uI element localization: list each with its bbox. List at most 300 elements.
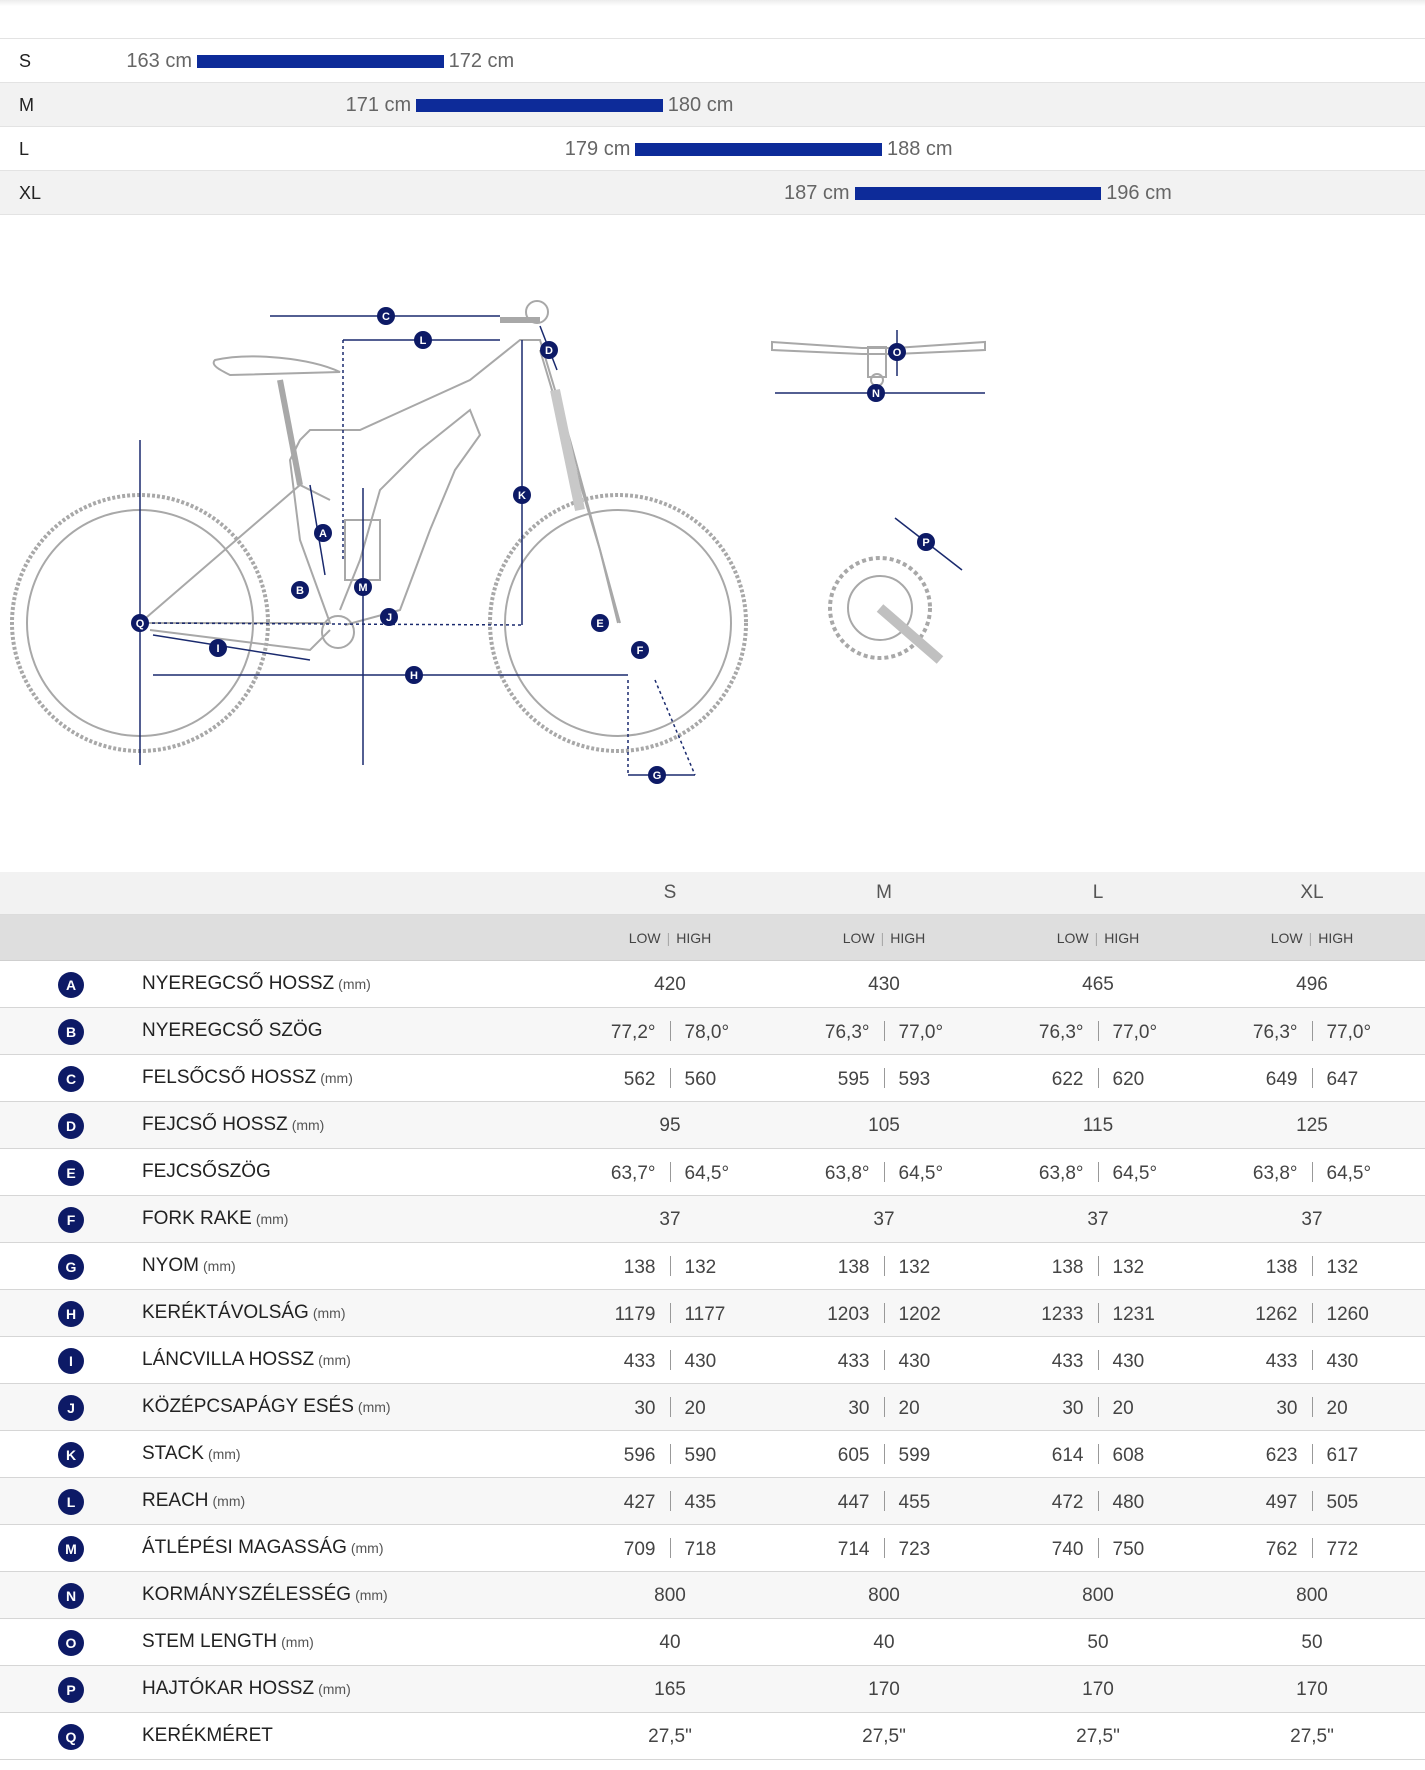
value-low: 125 xyxy=(1296,1115,1328,1136)
value-high: 20 xyxy=(1112,1398,1134,1419)
svg-text:P: P xyxy=(922,537,930,549)
value-divider xyxy=(1098,1021,1099,1041)
marker-m xyxy=(354,578,372,596)
measurement-unit: (mm) xyxy=(291,1117,325,1133)
separator: | xyxy=(1094,930,1099,946)
measurement-label: STEM LENGTH xyxy=(142,1631,278,1652)
measurement-label: KERÉKMÉRET xyxy=(142,1725,273,1746)
measurement-name xyxy=(142,1255,236,1277)
value-low: 63,7° xyxy=(610,1163,656,1184)
measurement-letter-badge: N xyxy=(58,1583,84,1609)
value-high: 617 xyxy=(1326,1445,1359,1466)
low-high-label-xl xyxy=(1205,930,1419,946)
value-low: 447 xyxy=(837,1492,870,1513)
measurement-label: FEJCSŐ HOSSZ xyxy=(142,1114,288,1135)
value-l xyxy=(991,1068,1205,1091)
value-xl xyxy=(1205,1256,1419,1279)
value-high: 64,5° xyxy=(1326,1163,1372,1184)
value-s xyxy=(563,1444,777,1467)
value-low: 595 xyxy=(837,1069,870,1090)
value-low: 170 xyxy=(1296,1679,1328,1700)
value-m xyxy=(777,1679,991,1701)
height-min: 171 cm xyxy=(345,94,412,116)
value-divider xyxy=(670,1303,671,1323)
size-header-xl: XL xyxy=(1300,882,1324,903)
value-s xyxy=(563,1256,777,1279)
value-m xyxy=(777,1209,991,1231)
value-low: 714 xyxy=(837,1539,870,1560)
value-high: 64,5° xyxy=(684,1163,730,1184)
geometry-row-g xyxy=(0,1243,1425,1290)
value-low: 800 xyxy=(1296,1585,1328,1606)
separator: | xyxy=(880,930,885,946)
svg-text:B: B xyxy=(296,585,304,597)
height-max: 172 cm xyxy=(448,50,515,72)
measurement-label: FEJCSŐSZÖG xyxy=(142,1161,271,1182)
measurement-unit: (mm) xyxy=(255,1211,289,1227)
measurement-name xyxy=(142,1678,351,1700)
value-low: 95 xyxy=(659,1115,681,1136)
measurement-letter-badge: L xyxy=(58,1489,84,1515)
measurement-label: HAJTÓKAR HOSSZ xyxy=(142,1678,315,1699)
geometry-table xyxy=(0,872,1425,1760)
value-low: 50 xyxy=(1087,1632,1109,1653)
measurement-letter-badge: F xyxy=(58,1207,84,1233)
high-label: HIGH xyxy=(890,930,926,946)
measurement-letter-badge: D xyxy=(58,1113,84,1139)
value-low: 30 xyxy=(634,1398,656,1419)
measurement-name xyxy=(142,1020,323,1042)
value-divider xyxy=(884,1068,885,1088)
chain-stay xyxy=(150,630,330,650)
measurement-unit: (mm) xyxy=(281,1634,314,1650)
value-high: 480 xyxy=(1112,1492,1145,1513)
value-l xyxy=(991,1256,1205,1279)
value-low: 800 xyxy=(1082,1585,1114,1606)
value-high: 1177 xyxy=(684,1304,726,1325)
value-low: 37 xyxy=(1087,1209,1109,1230)
measurement-letter-badge: J xyxy=(58,1395,84,1421)
value-low: 433 xyxy=(1051,1351,1084,1372)
value-low: 27,5" xyxy=(648,1726,692,1747)
low-high-label-l xyxy=(991,930,1205,946)
value-xl xyxy=(1205,1538,1419,1561)
value-low: 170 xyxy=(1082,1679,1114,1700)
value-low: 1179 xyxy=(614,1304,656,1325)
seat-stay xyxy=(140,485,330,623)
value-low: 165 xyxy=(654,1679,686,1700)
value-high: 430 xyxy=(1112,1351,1145,1372)
value-low: 77,2° xyxy=(610,1022,656,1043)
value-l xyxy=(991,1162,1205,1185)
geometry-row-b xyxy=(0,1008,1425,1055)
height-max: 188 cm xyxy=(887,138,953,160)
value-s xyxy=(563,1021,777,1044)
value-xl xyxy=(1205,1726,1419,1748)
geometry-row-k xyxy=(0,1431,1425,1478)
value-high: 64,5° xyxy=(898,1163,944,1184)
value-high: 647 xyxy=(1326,1069,1359,1090)
svg-text:F: F xyxy=(636,645,644,657)
value-m xyxy=(777,1585,991,1607)
value-s xyxy=(563,1350,777,1373)
value-divider xyxy=(1098,1538,1099,1558)
low-high-label-m xyxy=(777,930,991,946)
value-divider xyxy=(884,1256,885,1276)
value-low: 40 xyxy=(659,1632,681,1653)
value-low: 614 xyxy=(1051,1445,1084,1466)
value-l xyxy=(991,1726,1205,1748)
value-high: 77,0° xyxy=(1112,1022,1158,1043)
value-high: 772 xyxy=(1326,1539,1359,1560)
value-s xyxy=(563,1538,777,1561)
size-label: M xyxy=(19,95,34,115)
value-low: 138 xyxy=(1265,1257,1298,1278)
value-low: 433 xyxy=(623,1351,656,1372)
value-s xyxy=(563,1209,777,1231)
geometry-row-c xyxy=(0,1055,1425,1102)
bike-geometry-diagram xyxy=(0,240,1425,800)
measurement-unit: (mm) xyxy=(350,1540,384,1556)
value-m xyxy=(777,1726,991,1748)
value-high: 723 xyxy=(898,1539,931,1560)
value-m xyxy=(777,1303,991,1326)
value-divider xyxy=(1312,1444,1313,1464)
marker-j xyxy=(380,608,398,626)
value-m xyxy=(777,1538,991,1561)
measurement-name xyxy=(142,1302,346,1324)
value-low: 50 xyxy=(1301,1632,1323,1653)
geometry-row-p xyxy=(0,1666,1425,1713)
value-l xyxy=(991,1444,1205,1467)
measurement-label: NYOM xyxy=(142,1255,199,1276)
value-divider xyxy=(1312,1397,1313,1417)
value-high: 77,0° xyxy=(898,1022,944,1043)
value-xl xyxy=(1205,1444,1419,1467)
value-s xyxy=(563,1303,777,1326)
value-low: 649 xyxy=(1265,1069,1298,1090)
value-divider xyxy=(884,1538,885,1558)
value-high: 1260 xyxy=(1326,1304,1369,1325)
value-divider xyxy=(670,1068,671,1088)
measurement-letter-badge: O xyxy=(58,1630,84,1656)
measurement-unit: (mm) xyxy=(212,1493,246,1509)
measurement-label: FELSŐCSŐ HOSSZ xyxy=(142,1067,317,1088)
measurement-label: REACH xyxy=(142,1490,209,1511)
value-low: 605 xyxy=(837,1445,870,1466)
value-high: 560 xyxy=(684,1069,717,1090)
measurement-letter-badge: A xyxy=(58,972,84,998)
value-high: 20 xyxy=(1326,1398,1348,1419)
value-low: 430 xyxy=(868,974,900,995)
marker-e xyxy=(591,614,609,632)
value-xl xyxy=(1205,1209,1419,1231)
value-high: 64,5° xyxy=(1112,1163,1158,1184)
value-xl xyxy=(1205,974,1419,996)
value-low: 800 xyxy=(868,1585,900,1606)
value-low: 138 xyxy=(1051,1257,1084,1278)
value-high: 750 xyxy=(1112,1539,1145,1560)
value-high: 430 xyxy=(898,1351,931,1372)
value-low: 740 xyxy=(1051,1539,1084,1560)
size-label: S xyxy=(19,51,32,71)
value-xl xyxy=(1205,1585,1419,1607)
svg-text:J: J xyxy=(385,612,393,624)
value-divider xyxy=(1098,1162,1099,1182)
geometry-row-m xyxy=(0,1525,1425,1572)
geometry-row-a xyxy=(0,961,1425,1008)
value-divider xyxy=(1098,1256,1099,1276)
measurement-name xyxy=(142,973,371,995)
value-low: 76,3° xyxy=(824,1022,870,1043)
value-divider xyxy=(1098,1444,1099,1464)
high-label: HIGH xyxy=(1104,930,1140,946)
value-xl xyxy=(1205,1350,1419,1373)
seatpost xyxy=(280,380,300,485)
value-m xyxy=(777,1068,991,1091)
value-low: 800 xyxy=(654,1585,686,1606)
separator: | xyxy=(1308,930,1313,946)
value-s xyxy=(563,1115,777,1137)
measurement-unit: (mm) xyxy=(355,1587,388,1603)
measurement-label: LÁNCVILLA HOSSZ xyxy=(142,1349,315,1370)
value-low: 30 xyxy=(1276,1398,1298,1419)
value-m xyxy=(777,1115,991,1137)
measurement-label: KERÉKTÁVOLSÁG xyxy=(142,1302,309,1323)
svg-text:H: H xyxy=(410,670,418,682)
value-low: 1203 xyxy=(827,1304,870,1325)
value-xl xyxy=(1205,1162,1419,1185)
size-row-s xyxy=(0,38,1425,82)
measurement-letter-badge: M xyxy=(58,1536,84,1562)
value-divider xyxy=(670,1162,671,1182)
value-high: 20 xyxy=(684,1398,706,1419)
value-high: 599 xyxy=(898,1445,931,1466)
height-min: 187 cm xyxy=(784,182,850,204)
value-high: 718 xyxy=(684,1539,717,1560)
measurement-letter-badge: Q xyxy=(58,1724,84,1750)
svg-text:L: L xyxy=(419,335,427,347)
value-divider xyxy=(884,1350,885,1370)
value-low: 170 xyxy=(868,1679,900,1700)
height-range-bar xyxy=(635,143,882,156)
value-s xyxy=(563,1585,777,1607)
value-s xyxy=(563,1726,777,1748)
svg-text:C: C xyxy=(382,311,390,323)
svg-text:A: A xyxy=(319,528,327,540)
value-low: 27,5" xyxy=(1076,1726,1120,1747)
value-low: 623 xyxy=(1265,1445,1298,1466)
measurement-label: NYEREGCSŐ HOSSZ xyxy=(142,973,335,994)
value-m xyxy=(777,1350,991,1373)
value-high: 132 xyxy=(898,1257,931,1278)
value-high: 132 xyxy=(1326,1257,1359,1278)
geometry-row-l xyxy=(0,1478,1425,1525)
value-high: 1231 xyxy=(1112,1304,1155,1325)
value-divider xyxy=(1312,1491,1313,1511)
marker-d xyxy=(540,341,558,359)
marker-c xyxy=(377,307,395,325)
value-l xyxy=(991,1397,1205,1420)
geometry-row-h xyxy=(0,1290,1425,1337)
value-divider xyxy=(1098,1491,1099,1511)
measurement-letter-badge: G xyxy=(58,1254,84,1280)
measurement-unit: (mm) xyxy=(357,1399,391,1415)
geometry-row-f xyxy=(0,1196,1425,1243)
value-high: 132 xyxy=(684,1257,717,1278)
height-range-bar xyxy=(197,55,444,68)
low-label: LOW xyxy=(1270,930,1303,946)
value-divider xyxy=(670,1397,671,1417)
value-divider xyxy=(670,1021,671,1041)
value-high: 20 xyxy=(898,1398,920,1419)
value-l xyxy=(991,1209,1205,1231)
separator: | xyxy=(666,930,671,946)
measurement-label: NYEREGCSŐ SZÖG xyxy=(142,1020,323,1041)
measurement-letter-badge: H xyxy=(58,1301,84,1327)
value-low: 433 xyxy=(1265,1351,1298,1372)
value-divider xyxy=(670,1350,671,1370)
svg-text:G: G xyxy=(652,770,662,782)
geometry-row-o xyxy=(0,1619,1425,1666)
svg-text:E: E xyxy=(596,618,604,630)
saddle xyxy=(214,356,340,375)
svg-text:N: N xyxy=(872,388,880,400)
value-divider xyxy=(884,1162,885,1182)
value-divider xyxy=(1312,1162,1313,1182)
measurement-name xyxy=(142,1631,314,1653)
value-xl xyxy=(1205,1021,1419,1044)
value-divider xyxy=(1312,1021,1313,1041)
value-s xyxy=(563,974,777,996)
stem-detail xyxy=(868,347,886,377)
value-xl xyxy=(1205,1397,1419,1420)
value-divider xyxy=(884,1303,885,1323)
value-l xyxy=(991,1491,1205,1514)
value-divider xyxy=(884,1444,885,1464)
value-m xyxy=(777,1256,991,1279)
measurement-name xyxy=(142,1396,391,1418)
value-divider xyxy=(1312,1350,1313,1370)
height-min: 179 cm xyxy=(564,138,631,160)
value-high: 430 xyxy=(1326,1351,1359,1372)
size-header-s: S xyxy=(663,882,677,903)
value-low: 63,8° xyxy=(1038,1163,1084,1184)
value-low: 115 xyxy=(1082,1115,1114,1136)
svg-text:M: M xyxy=(358,582,368,594)
value-s xyxy=(563,1162,777,1185)
value-divider xyxy=(1098,1397,1099,1417)
low-high-header-row xyxy=(0,915,1425,961)
measurement-name xyxy=(142,1349,351,1371)
measurement-letter-badge: P xyxy=(58,1677,84,1703)
size-row-xl xyxy=(0,170,1425,215)
value-l xyxy=(991,1303,1205,1326)
value-divider xyxy=(1098,1068,1099,1088)
value-low: 1262 xyxy=(1255,1304,1298,1325)
value-low: 465 xyxy=(1082,974,1114,995)
high-label: HIGH xyxy=(676,930,712,946)
svg-text:K: K xyxy=(518,490,526,502)
measurement-unit: (mm) xyxy=(203,1258,236,1274)
value-m xyxy=(777,974,991,996)
value-low: 622 xyxy=(1051,1069,1084,1090)
value-low: 76,3° xyxy=(1038,1022,1084,1043)
measurement-unit: (mm) xyxy=(312,1305,346,1321)
value-high: 593 xyxy=(898,1069,931,1090)
measurement-label: FORK RAKE xyxy=(142,1208,252,1229)
geometry-row-d xyxy=(0,1102,1425,1149)
value-low: 63,8° xyxy=(1252,1163,1298,1184)
measurement-label: ÁTLÉPÉSI MAGASSÁG xyxy=(142,1537,347,1558)
measurement-label: STACK xyxy=(142,1443,204,1464)
height-max: 180 cm xyxy=(667,94,734,116)
measurement-name xyxy=(142,1584,388,1606)
value-low: 709 xyxy=(623,1539,656,1560)
fork-stanchion xyxy=(555,390,580,510)
measurement-unit: (mm) xyxy=(207,1446,241,1462)
value-low: 562 xyxy=(623,1069,656,1090)
value-low: 76,3° xyxy=(1252,1022,1298,1043)
value-divider xyxy=(884,1021,885,1041)
top-divider xyxy=(0,0,1425,6)
value-l xyxy=(991,1350,1205,1373)
value-divider xyxy=(884,1491,885,1511)
marker-q xyxy=(131,614,149,632)
value-divider xyxy=(1312,1256,1313,1276)
value-low: 27,5" xyxy=(862,1726,906,1747)
marker-k xyxy=(513,486,531,504)
value-xl xyxy=(1205,1679,1419,1701)
low-label: LOW xyxy=(842,930,875,946)
value-divider xyxy=(670,1444,671,1464)
measurement-name xyxy=(142,1208,288,1230)
value-l xyxy=(991,1021,1205,1044)
value-high: 78,0° xyxy=(684,1022,730,1043)
marker-p xyxy=(917,533,935,551)
value-m xyxy=(777,1162,991,1185)
geometry-row-j xyxy=(0,1384,1425,1431)
value-l xyxy=(991,1632,1205,1654)
measurement-name xyxy=(142,1114,324,1136)
value-low: 30 xyxy=(1062,1398,1084,1419)
value-high: 1202 xyxy=(898,1304,941,1325)
marker-h xyxy=(405,666,423,684)
geometry-rows xyxy=(0,961,1425,1760)
measurement-letter-badge: B xyxy=(58,1019,84,1045)
size-header-m: M xyxy=(876,882,892,903)
value-divider xyxy=(1312,1538,1313,1558)
value-m xyxy=(777,1397,991,1420)
measurement-letter-badge: C xyxy=(58,1066,84,1092)
measurement-name xyxy=(142,1443,241,1465)
value-low: 472 xyxy=(1051,1492,1084,1513)
value-l xyxy=(991,1115,1205,1137)
value-high: 620 xyxy=(1112,1069,1145,1090)
marker-i xyxy=(209,639,227,657)
low-label: LOW xyxy=(628,930,661,946)
value-low: 496 xyxy=(1296,974,1328,995)
value-l xyxy=(991,1679,1205,1701)
value-low: 433 xyxy=(837,1351,870,1372)
measurement-unit: (mm) xyxy=(338,976,371,992)
value-divider xyxy=(1312,1303,1313,1323)
value-l xyxy=(991,1585,1205,1607)
marker-f xyxy=(631,641,649,659)
marker-l xyxy=(414,331,432,349)
value-low: 1233 xyxy=(1041,1304,1084,1325)
value-high: 77,0° xyxy=(1326,1022,1372,1043)
